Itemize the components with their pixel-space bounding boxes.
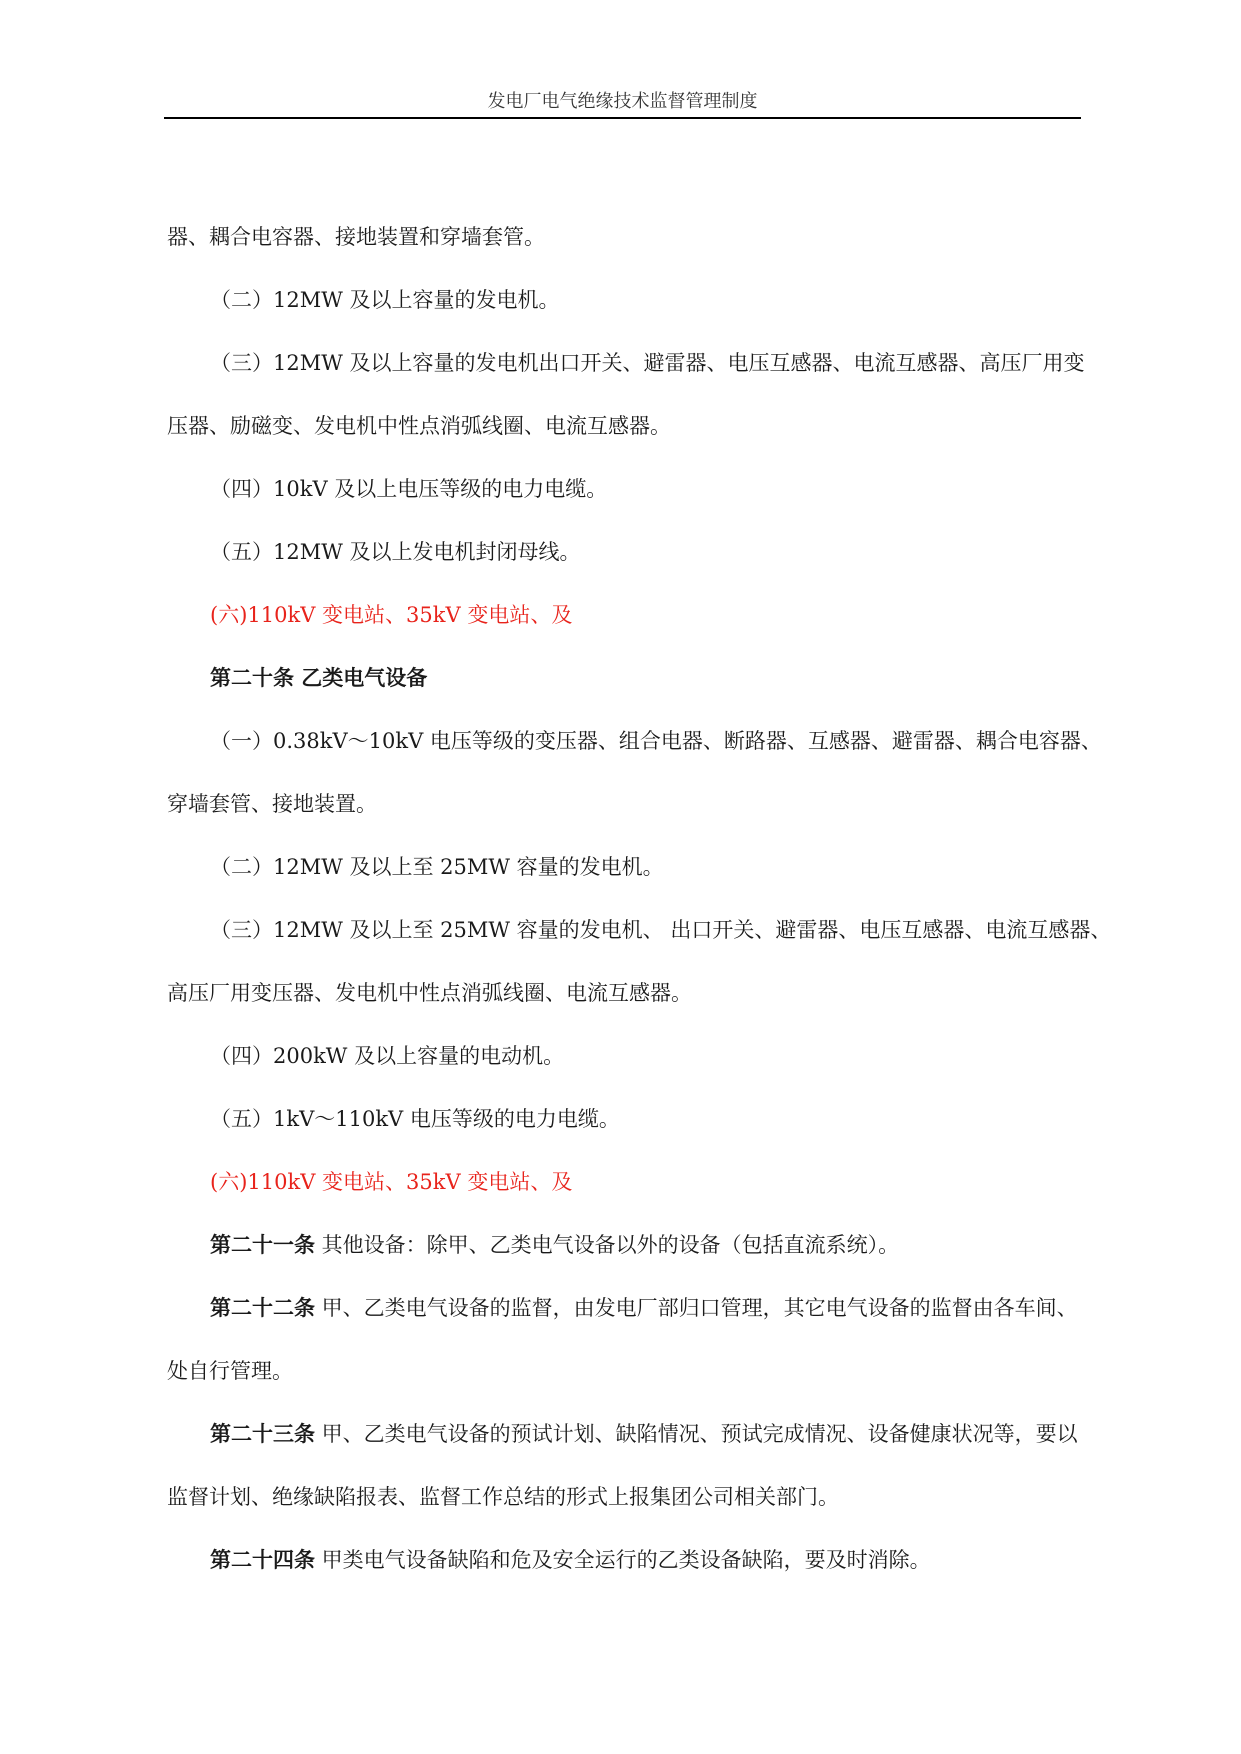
article-23-label: 第二十三条 xyxy=(210,1421,315,1446)
article-20-heading: 第二十条 乙类电气设备 xyxy=(210,665,428,690)
article-21-text: 其他设备：除甲、乙类电气设备以外的设备（包括直流系统）。 xyxy=(315,1233,900,1257)
list-item-class-a-3: （三）12MW 及以上容量的发电机出口开关、避雷器、电压互感器、电流互感器、高压厂用变 xyxy=(210,351,1085,375)
article-22-text: 甲、乙类电气设备的监督，由发电厂部归口管理，其它电气设备的监督由各车间、 xyxy=(315,1296,1078,1320)
article-22 xyxy=(167,1293,1087,1356)
page-header-title: 发电厂电气绝缘技术监督管理制度 xyxy=(487,91,758,112)
article-21 xyxy=(167,1230,1087,1293)
list-item-class-a-5: （五）12MW 及以上发电机封闭母线。 xyxy=(210,540,581,564)
article-22-label: 第二十二条 xyxy=(210,1295,315,1320)
list-item-class-a-2: （二）12MW 及以上容量的发电机。 xyxy=(210,288,560,312)
list-item-class-b-3-cont: 高压厂用变压器、发电机中性点消弧线圈、电流互感器。 xyxy=(167,981,692,1005)
paragraph-line-continuation: 器、耦合电容器、接地装置和穿墙套管。 xyxy=(167,225,545,249)
article-22-cont: 处自行管理。 xyxy=(167,1359,293,1383)
list-item-class-b-1: （一）0.38kV～10kV 电压等级的变压器、组合电器、断路器、互感器、避雷器、耦合电容器、 xyxy=(210,729,1102,753)
list-item-class-b-6-highlight: (六)110kV 变电站、35kV 变电站、及 xyxy=(210,1170,573,1194)
list-item-class-b-5: （五）1kV～110kV 电压等级的电力电缆。 xyxy=(210,1107,620,1131)
article-23-text: 甲、乙类电气设备的预试计划、缺陷情况、预试完成情况、设备健康状况等，要以 xyxy=(315,1422,1078,1446)
list-item-class-a-4: （四）10kV 及以上电压等级的电力电缆。 xyxy=(210,477,608,501)
article-23-cont: 监督计划、绝缘缺陷报表、监督工作总结的形式上报集团公司相关部门。 xyxy=(167,1485,839,1509)
list-item-class-a-6-highlight: (六)110kV 变电站、35kV 变电站、及 xyxy=(210,603,573,627)
list-item-class-a-3-cont: 压器、励磁变、发电机中性点消弧线圈、电流互感器。 xyxy=(167,414,671,438)
article-24-text: 甲类电气设备缺陷和危及安全运行的乙类设备缺陷，要及时消除。 xyxy=(315,1548,931,1572)
article-24 xyxy=(167,1545,1087,1608)
list-item-class-b-1-cont: 穿墙套管、接地装置。 xyxy=(167,792,377,816)
list-item-class-b-4: （四）200kW 及以上容量的电动机。 xyxy=(210,1044,565,1068)
header-divider xyxy=(164,117,1081,119)
article-23 xyxy=(167,1419,1087,1482)
document-body xyxy=(167,222,1112,1608)
article-21-label: 第二十一条 xyxy=(210,1232,315,1257)
article-24-label: 第二十四条 xyxy=(210,1547,315,1572)
list-item-class-b-3: （三）12MW 及以上至 25MW 容量的发电机、 出口开关、避雷器、电压互感器、电流互感器、 xyxy=(210,918,1112,942)
list-item-class-b-2: （二）12MW 及以上至 25MW 容量的发电机。 xyxy=(210,855,664,879)
